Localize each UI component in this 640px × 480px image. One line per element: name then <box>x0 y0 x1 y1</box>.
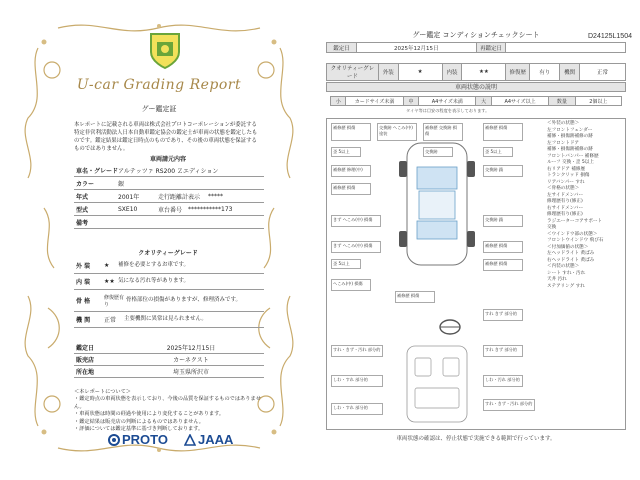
dealer-table <box>74 342 264 384</box>
proto-mark-icon <box>108 434 120 446</box>
damage-box: すれ・きず・汚れ 部分的 <box>331 345 383 357</box>
damage-box: 補修歴 損傷 <box>483 123 523 141</box>
inspect-date-label: 鑑定日 <box>327 43 357 53</box>
vehicle-info-table <box>74 164 264 234</box>
condition-notes-list: ＜外装の状態＞ 左フロントフェンダー 補修・損傷跡補修の跡 左フロントドア 補修・損傷跡補修の跡 フロントバンパー 補修歴 ルーフ 交換・歪 5以上 右リアドア 補修歴 トランクリッド 損傷 リアバンパー すれ ＜骨格の状態＞ 左サイドメンバー 修理歴有り(修正) 右サイドメンバー 修理歴有り(修正) ラジエーターコアサポート 交換 ＜ウインドウ部の状態＞ フロントウインドウ 飛び石 ＜付加価値の状態＞ 左ヘッドライト 黄ばみ 右ヘッドライト 黄ばみ ＜内装の状態＞ シート すれ・汚れ 天井 汚れ ステアリング すれ <box>547 121 604 289</box>
damage-box: しわ・すれ 部分的 <box>331 375 383 387</box>
reinspect-value <box>506 43 626 53</box>
brand-logos <box>108 430 248 448</box>
jaaa-mark-icon <box>184 434 196 446</box>
certificate-title: U-car Grading Report <box>76 77 242 93</box>
damage-box: 補修歴 損傷 <box>483 259 523 271</box>
grade-table: クオリティーグレード 外装 ★ 内装 ★★ 修復歴 有り 機関 正常 <box>326 63 626 81</box>
grade-section-title: クオリティーグレード <box>138 250 198 257</box>
damage-box: すれ きず 部分的 <box>483 309 523 321</box>
size-legend: 小 カードサイズ未満 中 A4サイズ未満 大 A4サイズ以上 数量 2個以上 <box>330 96 622 106</box>
certificate-subtitle: グー鑑定証 <box>141 105 177 113</box>
damage-box: 交換跡 <box>423 147 453 157</box>
damage-box: きず へこみ(中) 損傷 <box>331 215 381 227</box>
damage-box: 補修歴 損傷 <box>483 241 523 253</box>
interior-top-view-icon <box>397 344 477 424</box>
damage-box: 交換跡 へこみ(中) 塗装 <box>377 123 417 141</box>
damage-box: すれ きず 部分的 <box>483 345 523 357</box>
sheet-footer-note: 車両状態の確認は、停止状態で実施できる範囲で行っています。 <box>396 436 556 442</box>
inspection-date-row: 鑑定日 2025年12月15日 <box>74 342 264 354</box>
damage-box: 歪 5以上 <box>483 147 513 157</box>
interior-grade: ★★ <box>462 64 506 81</box>
vehicle-row: 備考 <box>74 216 264 229</box>
report-notes: ＜本レポートについて＞ ・鑑定時点の車両状態を表示しており、今後の品質を保証するものではありません。 ・車両状態は時間の経過や使用により変化することがあります。 ・鑑定結果は販売店の判断によるものではありません。 ・評価については鑑定基準に基づき判断しております。 <box>74 389 261 433</box>
legend-note: タイヤ等は目安の程度を表示しております。 <box>406 108 490 113</box>
steering-wheel-icon <box>439 319 461 335</box>
condition-table <box>74 258 264 328</box>
repair-history: 有り <box>530 64 560 81</box>
damage-diagram <box>326 118 626 430</box>
reinspect-label: 再鑑定日 <box>476 43 506 53</box>
engine-status: 正常 <box>580 64 626 81</box>
damage-box: 歪 5以上 <box>331 147 361 157</box>
damage-box: しわ・汚れ 部分的 <box>483 375 523 387</box>
damage-box: きず へこみ(中) 損傷 <box>331 241 381 253</box>
vehicle-row: カラー 銀 <box>74 177 264 190</box>
proto-logo: PROTO <box>108 432 168 447</box>
damage-box: 交換跡 錆 <box>483 215 523 227</box>
jaaa-logo: JAAA <box>184 432 233 447</box>
vehicle-row: 年式 2001年 走行距離計表示 ***** <box>74 190 264 203</box>
damage-box: 補修歴 損傷 <box>395 291 435 303</box>
vehicle-row: 型式 SXE10 車台番号 ***********173 <box>74 203 264 216</box>
dealer-row: 販売店 カーネクスト <box>74 354 264 366</box>
grading-certificate <box>8 8 310 466</box>
condition-row: 外 装 ★ 補修を必要とするお車です。 <box>74 258 264 274</box>
condition-row: 機 関 正常 主要機関に異常は見られません。 <box>74 312 264 328</box>
damage-box: すれ・きず・汚れ 部分的 <box>483 399 535 411</box>
condition-row: 内 装 ★★ 気になる汚れ等があります。 <box>74 274 264 290</box>
damage-box: 補修歴 交換跡 損傷 <box>423 123 463 141</box>
state-title: 車両状態の説明 <box>326 82 626 92</box>
sheet-header-table <box>326 42 626 53</box>
condition-check-sheet <box>326 30 626 462</box>
inspect-date: 2025年12月15日 <box>356 43 476 53</box>
damage-box: へこみ(中) 損傷 <box>331 279 371 291</box>
address-row: 所在地 埼玉県所沢市 <box>74 366 264 378</box>
damage-box: 補修歴 損傷 <box>331 183 371 195</box>
exterior-grade: ★ <box>398 64 442 81</box>
goo-kantei-logo <box>148 30 182 70</box>
damage-box: しわ・すれ 部分的 <box>331 403 383 415</box>
vehicle-section-title: 車両請元内容 <box>149 156 186 163</box>
condition-row: 骨 格 修復歴有り 骨格部位の損傷がありますが、修理済みです。 <box>74 290 264 312</box>
document-id: D24125L1504 <box>588 33 632 40</box>
damage-box: 補修歴 損傷 <box>331 123 371 141</box>
car-top-view-icon <box>387 139 487 269</box>
sheet-title: グー鑑定 コンディションチェックシート <box>412 31 540 39</box>
damage-box: 歪 5以上 <box>331 259 361 269</box>
vehicle-row: 車名・グレード アルテッツァ RS200 Ｚエディション <box>74 164 264 177</box>
damage-box: 交換跡 錆 <box>483 165 523 177</box>
damage-box: 補修歴 修理(中) <box>331 165 371 177</box>
certificate-intro: 本レポートに記載される車両は株式会社プロトコーポレーションが委託する特定非営利活動法人日本自動車鑑定協会の鑑定士が車両の状態を鑑定したものです。鑑定結果は鑑定日時点のものであり、その後の車両状態を保証するものではありません。 <box>74 122 258 152</box>
